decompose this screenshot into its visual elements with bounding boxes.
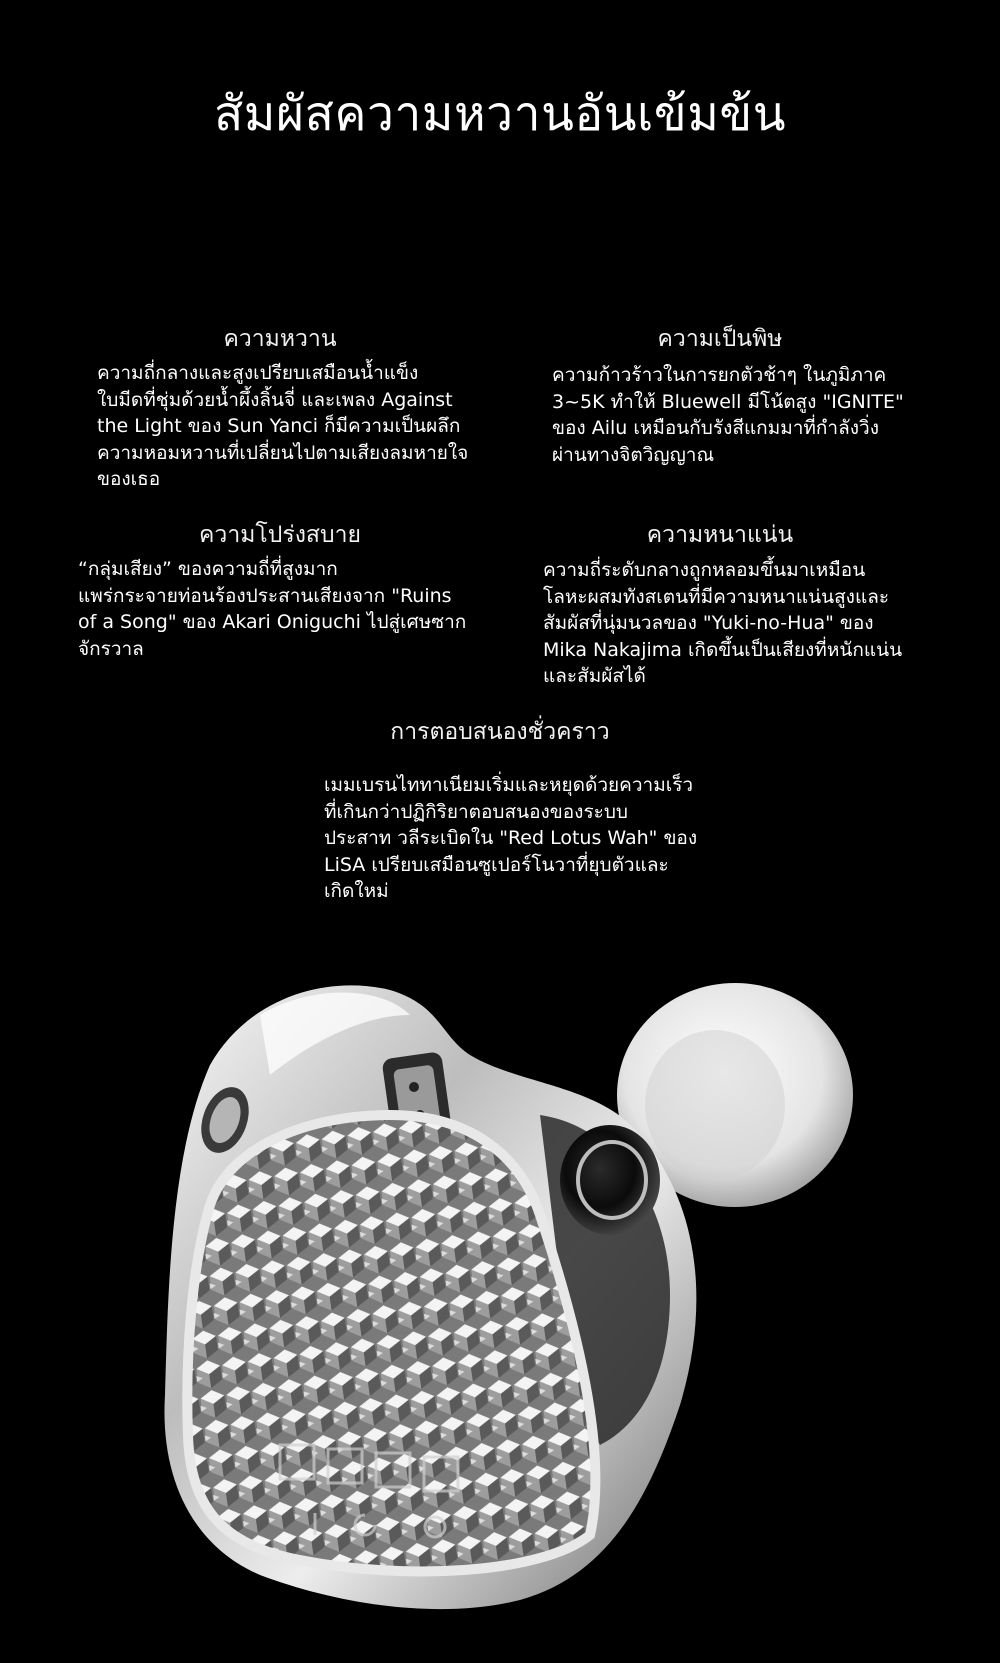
- section-title-transient: การตอบสนองชั่วคราว: [390, 719, 610, 745]
- page-title: สัมผัสความหวานอันเข้มข้น: [214, 86, 786, 142]
- section-title-toxicity: ความเป็นพิษ: [657, 326, 783, 352]
- section-body-transient: เมมเบรนไททาเนียมเริ่มและหยุดด้วยความเร็ว ที่เกินกว่าปฏิกิริยาตอบสนองของระบบ ประสาท วลีระเบิดใน "Red Lotus Wah" ของ LiSA เปรียบเสมือนซูเปอร์โนวาที่ยุบตัวและ เกิดใหม่: [324, 774, 698, 902]
- section-title-density: ความหนาแน่น: [646, 522, 794, 548]
- section-body-sweetness: ความถี่กลางและสูงเปรียบเสมือนน้ำแข็ง ใบมีดที่ชุ่มด้วยน้ำผึ้งลิ้นจี่ และเพลง Against the Light ของ Sun Yanci ก็มีความเป็นผลึก ความหอมหวานที่เปลี่ยนไปตามเสียงลมหายใจ ของเธอ: [97, 362, 469, 490]
- earphone-image: [140, 975, 880, 1615]
- section-body-density: ความถี่ระดับกลางถูกหลอมขึ้นมาเหมือน โลหะผสมทังสเตนที่มีความหนาแน่นสูงและ สัมผัสที่นุ่มนวลของ "Yuki-no-Hua" ของ Mika Nakajima เกิดขึ้นเป็นเสียงที่หนักแน่น และสัมผัสได้: [543, 559, 903, 687]
- section-title-airiness: ความโปร่งสบาย: [199, 522, 361, 548]
- section-title-sweetness: ความหวาน: [223, 326, 337, 352]
- section-body-toxicity: ความก้าวร้าวในการยกตัวช้าๆ ในภูมิภาค 3~5K ทำให้ Bluewell มีโน้ตสูง "IGNITE" ของ Ailu เหมือนกับรังสีแกมมาที่กำลังวิ่ง ผ่านทางจิตวิญญาณ: [552, 364, 904, 466]
- section-body-airiness: “กลุ่มเสียง” ของความถี่ที่สูงมาก แพร่กระจายท่อนร้องประสานเสียงจาก "Ruins of a Song" ของ Akari Oniguchi ไปสู่เศษซาก จักรวาล: [78, 558, 467, 660]
